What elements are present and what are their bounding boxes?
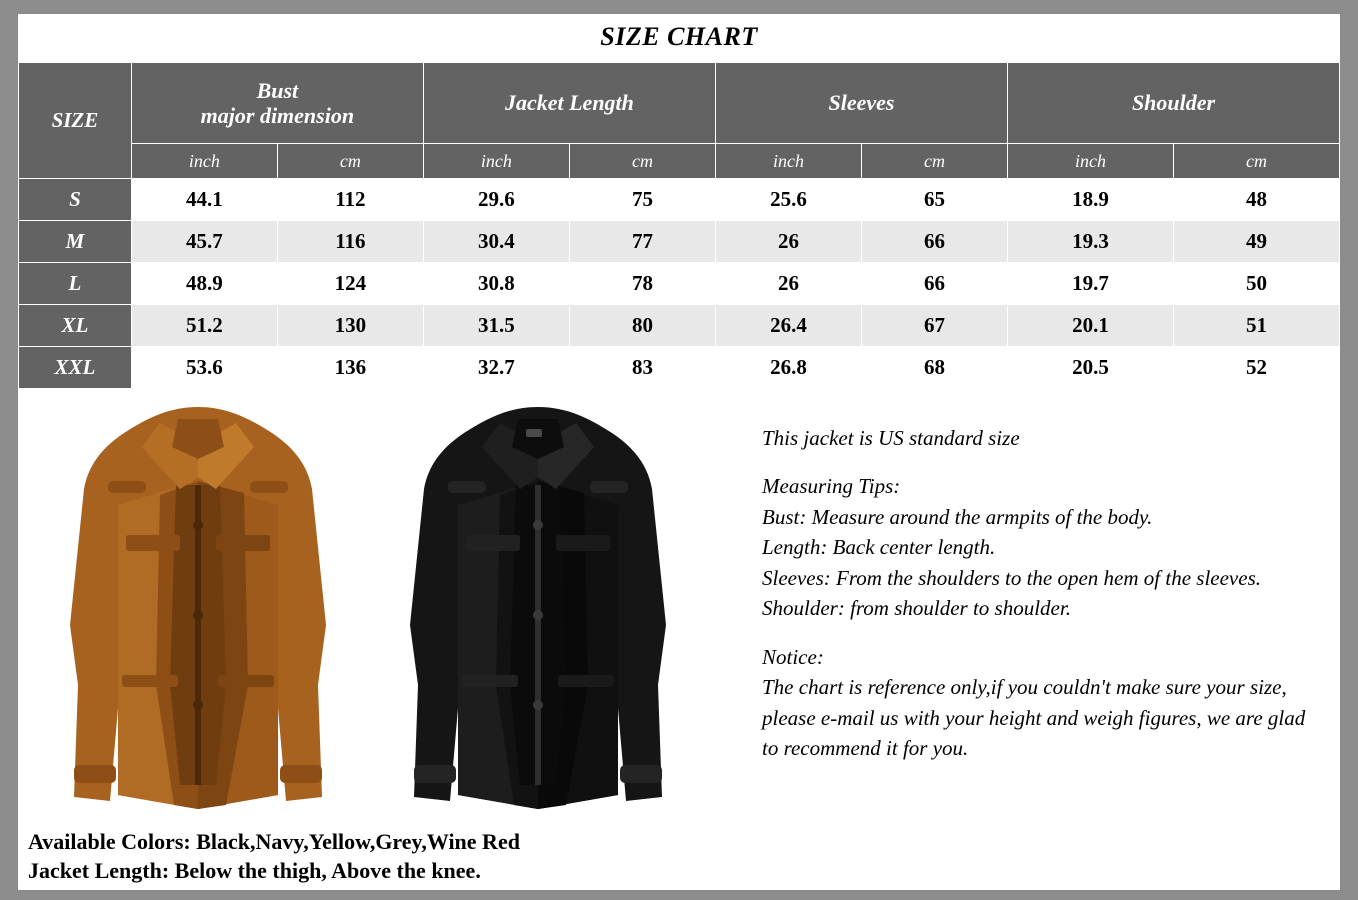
- cell-value: 30.8: [423, 263, 569, 305]
- cell-value: 52: [1173, 347, 1339, 389]
- note-notice-body: The chart is reference only,if you couldn't make sure your size, please e-mail us with your height and weigh figures, we are glad to recommend it for you.: [762, 675, 1306, 760]
- unit-bust-cm: cm: [277, 144, 423, 179]
- row-size-label: L: [19, 263, 132, 305]
- note-tip-length: Length: Back center length.: [762, 535, 996, 560]
- cell-value: 45.7: [131, 221, 277, 263]
- cell-value: 49: [1173, 221, 1339, 263]
- table-row: [19, 347, 1340, 389]
- header-group-bust-line1: Bust: [256, 77, 299, 103]
- header-group-bust-line2: major dimension: [200, 103, 355, 128]
- header-group-jacket-length: Jacket Length: [423, 63, 715, 144]
- cell-value: 66: [862, 263, 1008, 305]
- cell-value: 26.8: [715, 347, 861, 389]
- cell-value: 19.7: [1008, 263, 1174, 305]
- table-row: [19, 179, 1340, 221]
- cell-value: 25.6: [715, 179, 861, 221]
- note-standard-size: This jacket is US standard size: [762, 426, 1020, 450]
- unit-shoulder-cm: cm: [1173, 144, 1339, 179]
- cell-value: 20.1: [1008, 305, 1174, 347]
- available-colors-line: Available Colors: Black,Navy,Yellow,Grey,Wine Red: [28, 828, 520, 854]
- unit-length-inch: inch: [423, 144, 569, 179]
- tan-jacket-image: [48, 385, 348, 815]
- cell-value: 77: [569, 221, 715, 263]
- table-row: [19, 221, 1340, 263]
- unit-sleeves-inch: inch: [715, 144, 861, 179]
- cell-value: 50: [1173, 263, 1339, 305]
- cell-value: 130: [277, 305, 423, 347]
- cell-value: 32.7: [423, 347, 569, 389]
- footer-notes: [18, 825, 1340, 890]
- row-size-label: M: [19, 221, 132, 263]
- cell-value: 18.9: [1008, 179, 1174, 221]
- black-jacket-image: [388, 385, 688, 815]
- cell-value: 65: [862, 179, 1008, 221]
- header-group-sleeves: Sleeves: [715, 63, 1007, 144]
- table-header-groups: [19, 63, 1340, 144]
- note-tip-sleeves: Sleeves: From the shoulders to the open hem of the sleeves.: [762, 565, 1261, 590]
- unit-sleeves-cm: cm: [862, 144, 1008, 179]
- cell-value: 26: [715, 263, 861, 305]
- cell-value: 68: [862, 347, 1008, 389]
- unit-bust-inch: inch: [131, 144, 277, 179]
- notes-panel: [736, 389, 1340, 825]
- cell-value: 53.6: [131, 347, 277, 389]
- size-chart-sheet: [18, 14, 1340, 890]
- cell-value: 44.1: [131, 179, 277, 221]
- cell-value: 80: [569, 305, 715, 347]
- product-images: [18, 389, 736, 825]
- cell-value: 31.5: [423, 305, 569, 347]
- row-size-label: XL: [19, 305, 132, 347]
- cell-value: 19.3: [1008, 221, 1174, 263]
- unit-length-cm: cm: [569, 144, 715, 179]
- table-row: [19, 305, 1340, 347]
- unit-shoulder-inch: inch: [1008, 144, 1174, 179]
- cell-value: 75: [569, 179, 715, 221]
- note-tip-bust: Bust: Measure around the armpits of the body.: [762, 504, 1153, 529]
- row-size-label: S: [19, 179, 132, 221]
- cell-value: 30.4: [423, 221, 569, 263]
- cell-value: 51: [1173, 305, 1339, 347]
- cell-value: 116: [277, 221, 423, 263]
- table-row: [19, 263, 1340, 305]
- cell-value: 78: [569, 263, 715, 305]
- cell-value: 20.5: [1008, 347, 1174, 389]
- cell-value: 112: [277, 179, 423, 221]
- row-size-label: XXL: [19, 347, 132, 389]
- image-stage: [18, 385, 736, 825]
- table-header-units: [19, 144, 1340, 179]
- cell-value: 51.2: [131, 305, 277, 347]
- cell-value: 48.9: [131, 263, 277, 305]
- cell-value: 26: [715, 221, 861, 263]
- cell-value: 136: [277, 347, 423, 389]
- page-title: SIZE CHART: [600, 22, 758, 51]
- lower-section: [18, 389, 1340, 825]
- cell-value: 66: [862, 221, 1008, 263]
- size-chart-table: [18, 62, 1340, 389]
- cell-value: 67: [862, 305, 1008, 347]
- note-tip-shoulder: Shoulder: from shoulder to shoulder.: [762, 596, 1071, 621]
- note-measuring-tips-heading: Measuring Tips:: [762, 474, 901, 499]
- cell-value: 26.4: [715, 305, 861, 347]
- cell-value: 83: [569, 347, 715, 389]
- note-notice-heading: Notice:: [762, 644, 824, 669]
- cell-value: 48: [1173, 179, 1339, 221]
- header-group-bust: [131, 63, 423, 144]
- header-size: SIZE: [19, 63, 132, 179]
- cell-value: 124: [277, 263, 423, 305]
- header-group-shoulder: Shoulder: [1008, 63, 1340, 144]
- jacket-length-line: Jacket Length: Below the thigh, Above the knee.: [28, 858, 481, 884]
- cell-value: 29.6: [423, 179, 569, 221]
